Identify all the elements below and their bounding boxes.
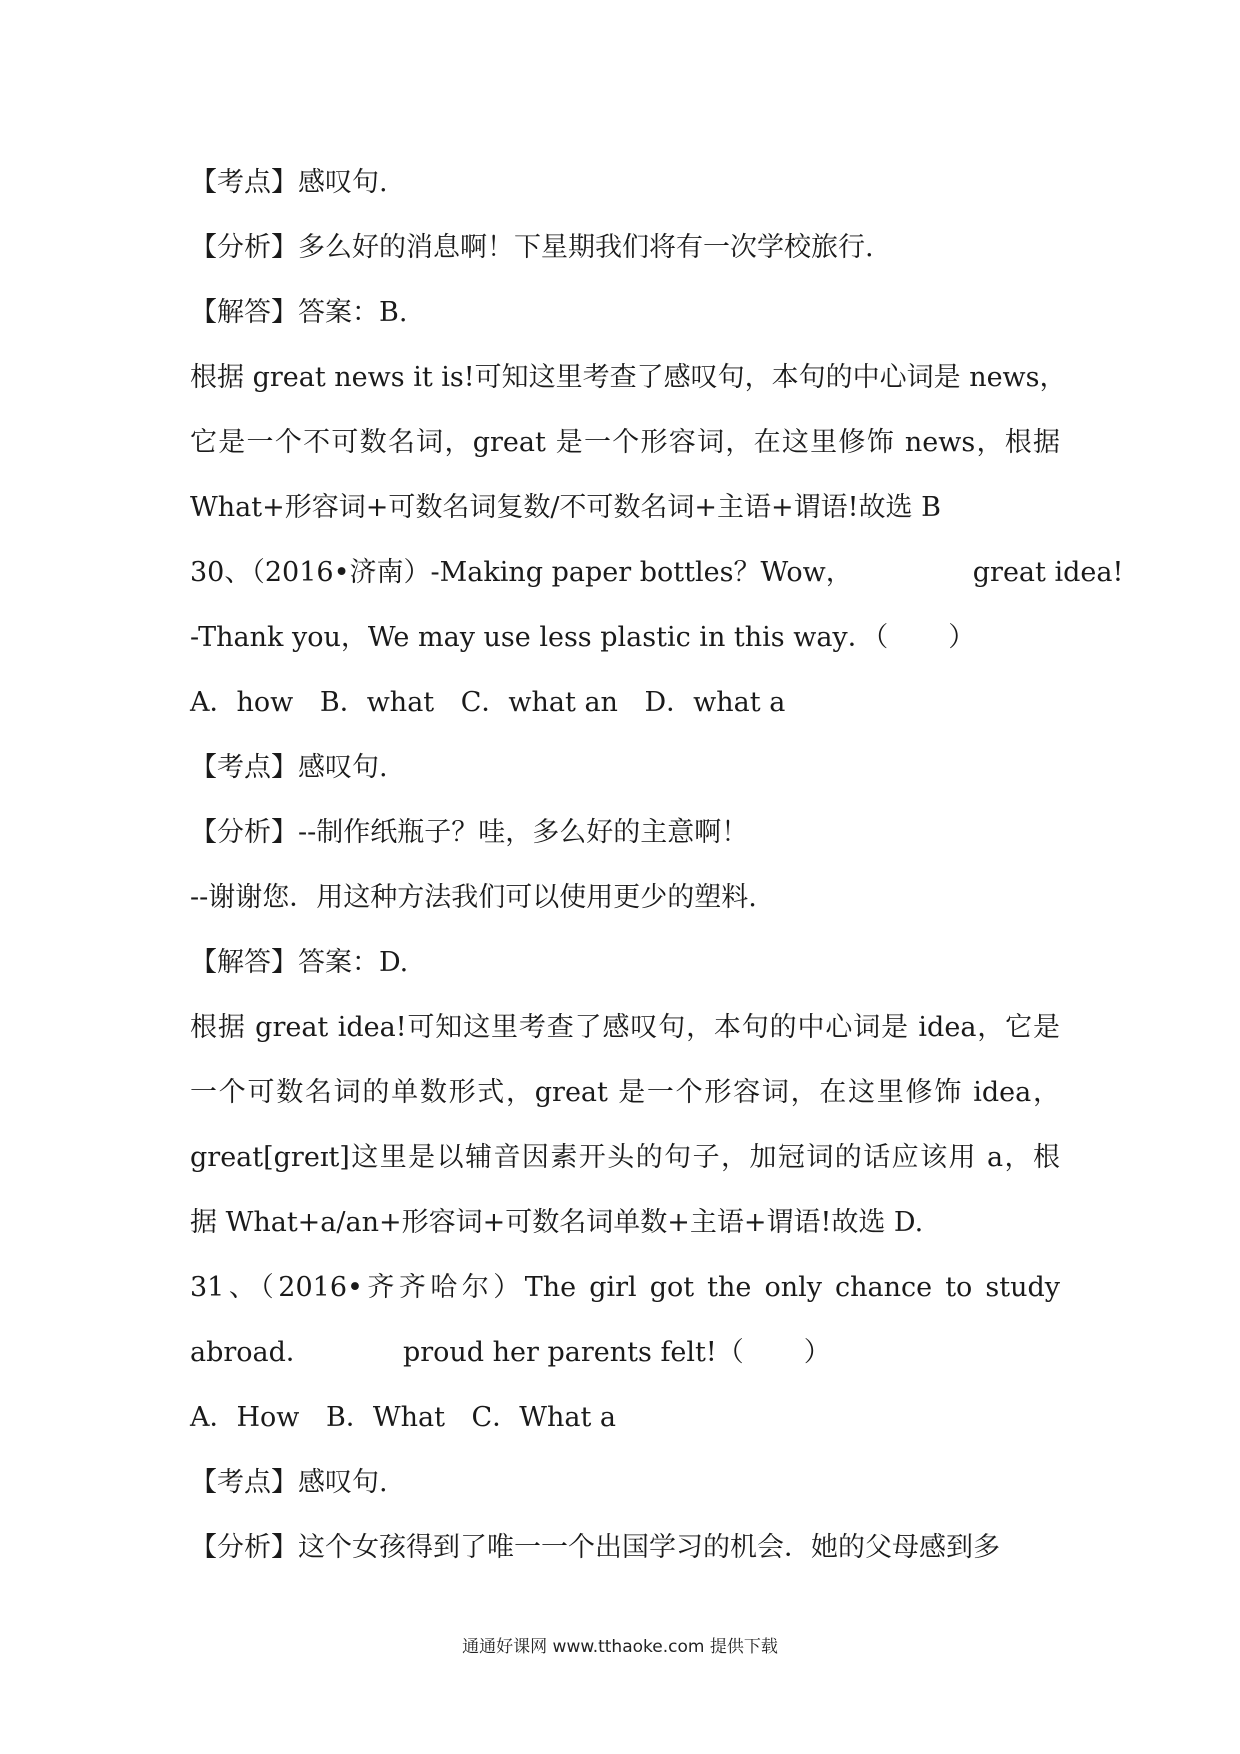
q30-line2-after: ） bbox=[948, 622, 976, 653]
q31-fenxi: 【分析】这个女孩得到了唯一一个出国学习的机会．她的父母感到多 bbox=[190, 1532, 1000, 1563]
q30-kaodian: 【考点】感叹句. bbox=[190, 752, 388, 783]
q29-explanation-3: What+形容词+可数名词复数/不可数名词+主语+谓语!故选 B bbox=[190, 492, 941, 523]
q30-options bbox=[190, 675, 1060, 740]
q30-fenxi-1: 【分析】--制作纸瓶子？哇，多么好的主意啊！ bbox=[190, 817, 749, 848]
q30-explanation-3: great[greɪt]这里是以辅音因素开头的句子，加冠词的话应该用 a，根 bbox=[190, 1142, 1060, 1173]
q29-kaodian: 【考点】感叹句. bbox=[190, 167, 388, 198]
q30-question-line-2 bbox=[190, 610, 1060, 675]
q31-kaodian: 【考点】感叹句. bbox=[190, 1467, 388, 1498]
q30-fenxi-2: --谢谢您．用这种方法我们可以使用更少的塑料. bbox=[190, 882, 757, 913]
q30-line1-after: great idea! bbox=[972, 557, 1124, 588]
q31-options bbox=[190, 1390, 1060, 1455]
q31-line2-middle: proud her parents felt!（ bbox=[402, 1337, 744, 1368]
q31-question-line-2 bbox=[190, 1325, 1060, 1390]
q29-explanation-1: 根据 great news it is!可知这里考查了感叹句，本句的中心词是 news， bbox=[190, 362, 1067, 393]
q30-question-line-1 bbox=[190, 545, 1124, 610]
q29-explanation-2: 它是一个不可数名词，great 是一个形容词，在这里修饰 news，根据 bbox=[190, 427, 1060, 458]
q31-option-b: B．What bbox=[326, 1402, 445, 1433]
q30-line1-before: 30、（2016•济南）-Making paper bottles？Wow， bbox=[190, 557, 853, 588]
document-body bbox=[190, 155, 1124, 1585]
q31-question-line-1: 31、（2016•齐齐哈尔）The girl got the only chance to study bbox=[190, 1272, 1060, 1303]
q30-explanation-1: 根据 great idea!可知这里考查了感叹句，本句的中心词是 idea，它是 bbox=[190, 1012, 1060, 1043]
page-footer: 通通好课网 www.tthaoke.com 提供下载 bbox=[462, 1637, 778, 1657]
q31-line2-after: ） bbox=[803, 1337, 831, 1368]
q30-option-d: D．what a bbox=[644, 687, 786, 718]
q29-jieda: 【解答】答案：B. bbox=[190, 297, 408, 328]
q30-option-c: C．what an bbox=[460, 687, 618, 718]
q31-option-a: A．How bbox=[190, 1402, 300, 1433]
q31-line2-before: abroad． bbox=[190, 1337, 313, 1368]
q30-option-b: B．what bbox=[319, 687, 435, 718]
q30-line2-before: -Thank you，We may use less plastic in this way．（ bbox=[190, 622, 889, 653]
q30-explanation-2: 一个可数名词的单数形式，great 是一个形容词，在这里修饰 idea， bbox=[190, 1077, 1060, 1108]
q30-jieda: 【解答】答案：D. bbox=[190, 947, 409, 978]
q30-option-a: A．how bbox=[190, 687, 294, 718]
q30-explanation-4: 据 What+a/an+形容词+可数名词单数+主语+谓语!故选 D. bbox=[190, 1207, 924, 1238]
q31-option-c: C．What a bbox=[471, 1402, 616, 1433]
q29-fenxi: 【分析】多么好的消息啊！下星期我们将有一次学校旅行. bbox=[190, 232, 874, 263]
